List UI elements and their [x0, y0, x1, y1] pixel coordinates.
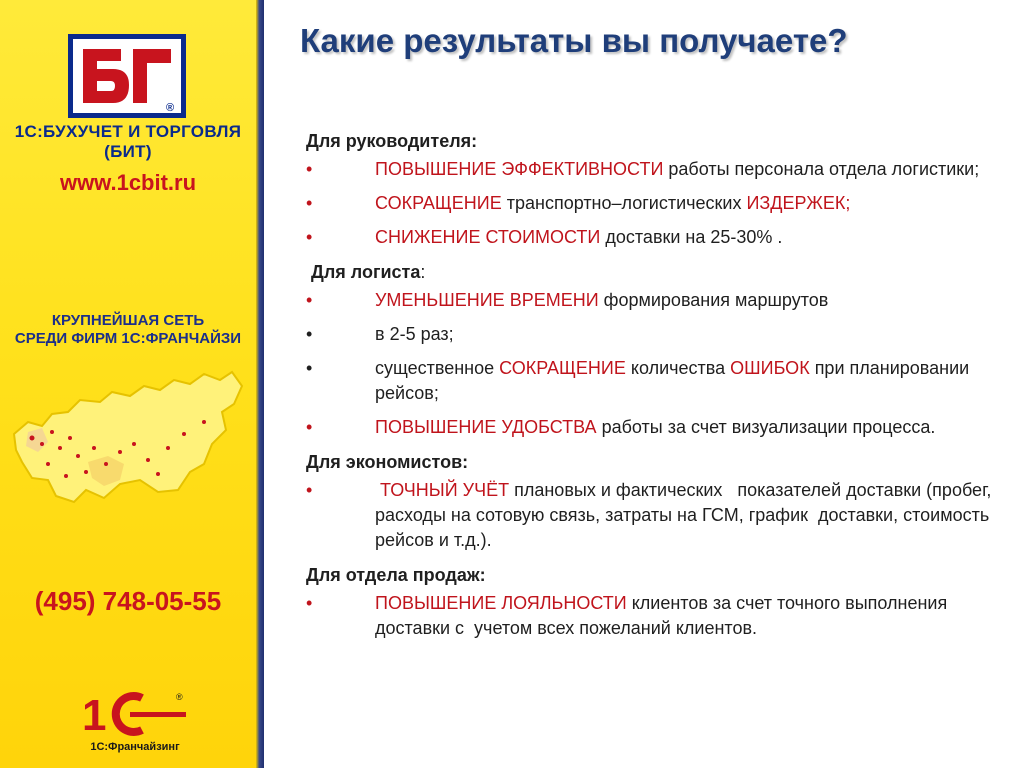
list-item: [306, 191, 1006, 216]
highlight-text: СОКРАЩЕНИЕ: [499, 358, 626, 378]
bullet-marker: •: [306, 227, 313, 247]
list-item: [306, 322, 1006, 347]
highlight-text: ПОВЫШЕНИЕ УДОБСТВА: [375, 417, 597, 437]
section-heading-managers: Для руководителя:: [306, 131, 478, 151]
bullet-text: работы за счет визуализации процесса.: [596, 417, 936, 437]
network-slogan: [0, 312, 256, 348]
section-heading-colon: :: [420, 262, 426, 282]
bullet-text: работы персонала отдела логистики;: [663, 159, 980, 179]
list-item: [306, 415, 1006, 440]
bullet-text: при планировании рейсов;: [375, 358, 970, 403]
company-url-link[interactable]: www.1cbit.ru: [59, 170, 197, 195]
bullet-text: количества: [625, 358, 731, 378]
bullet-marker: •: [306, 324, 313, 344]
company-name-line1: 1С:БУХУЧЕТ И ТОРГОВЛЯ: [14, 122, 242, 141]
highlight-text: ПОВЫШЕНИЕ ЭФФЕКТИВНОСТИ: [375, 159, 664, 179]
list-item: [306, 478, 1006, 553]
bullet-marker: •: [306, 290, 313, 310]
russia-map-image: [8, 352, 248, 520]
bullet-marker: •: [306, 193, 313, 213]
list-item: [306, 356, 1006, 406]
company-name: [0, 122, 256, 162]
section-heading-logist: [306, 259, 1006, 285]
bullet-text: доставки на 25-30% .: [600, 227, 783, 247]
highlight-text: ИЗДЕРЖЕК;: [746, 193, 851, 213]
section-heading-text: Для логиста: [311, 262, 421, 282]
bullet-marker: •: [306, 480, 313, 500]
registered-mark: ®: [166, 102, 175, 114]
sidebar-divider: [256, 0, 264, 768]
list-item: [306, 157, 1006, 182]
phone-number: (495) 748-05-55: [34, 586, 222, 616]
bullet-text: существенное: [375, 358, 500, 378]
bullet-text: плановых и фактических показателей доставки (пробег, расходы на сотовую связь, затраты на ГСМ, график доставки, стоимость рейсов и т.д.).: [375, 480, 997, 550]
section-heading-economists: Для экономистов:: [306, 452, 469, 472]
logo-1c: [80, 690, 190, 736]
bullet-text: формирования маршрутов: [598, 290, 829, 310]
highlight-text: УМЕНЬШЕНИЕ ВРЕМЕНИ: [375, 290, 599, 310]
section-heading-sales: Для отдела продаж:: [306, 565, 486, 585]
bullet-text: транспортно–логистических: [501, 193, 747, 213]
list-item: [306, 225, 1006, 250]
bullet-marker: •: [306, 417, 313, 437]
bullet-text: в 2-5 раз;: [375, 324, 454, 344]
list-item: [306, 288, 1006, 313]
bullet-marker: •: [306, 593, 313, 613]
bullet-text: клиентов за счет точного выполнения доставки с учетом всех пожеланий клиентов.: [375, 593, 953, 638]
highlight-text: ТОЧНЫЙ УЧЁТ: [375, 480, 510, 500]
highlight-text: ОШИБОК: [730, 358, 810, 378]
sidebar: [0, 0, 256, 768]
highlight-text: СНИЖЕНИЕ СТОИМОСТИ: [375, 227, 601, 247]
bullet-marker: •: [306, 358, 313, 378]
list-item: [306, 591, 1006, 641]
highlight-text: СОКРАЩЕНИЕ: [375, 193, 502, 213]
logo-1c-caption: 1С:Франчайзинг: [90, 741, 180, 753]
network-slogan-line2: СРЕДИ ФИРМ 1С:ФРАНЧАЙЗИ: [14, 330, 242, 347]
highlight-text: ПОВЫШЕНИЕ ЛОЯЛЬНОСТИ: [375, 593, 627, 613]
network-slogan-line1: КРУПНЕЙШАЯ СЕТЬ: [51, 312, 205, 329]
bullet-marker: •: [306, 159, 313, 179]
svg-text:®: ®: [176, 692, 183, 702]
slide-title: Какие результаты вы получаете?: [300, 22, 848, 59]
svg-text:1: 1: [82, 691, 107, 736]
slide-content: [306, 128, 1006, 650]
company-name-line2: (БИТ): [104, 142, 152, 161]
